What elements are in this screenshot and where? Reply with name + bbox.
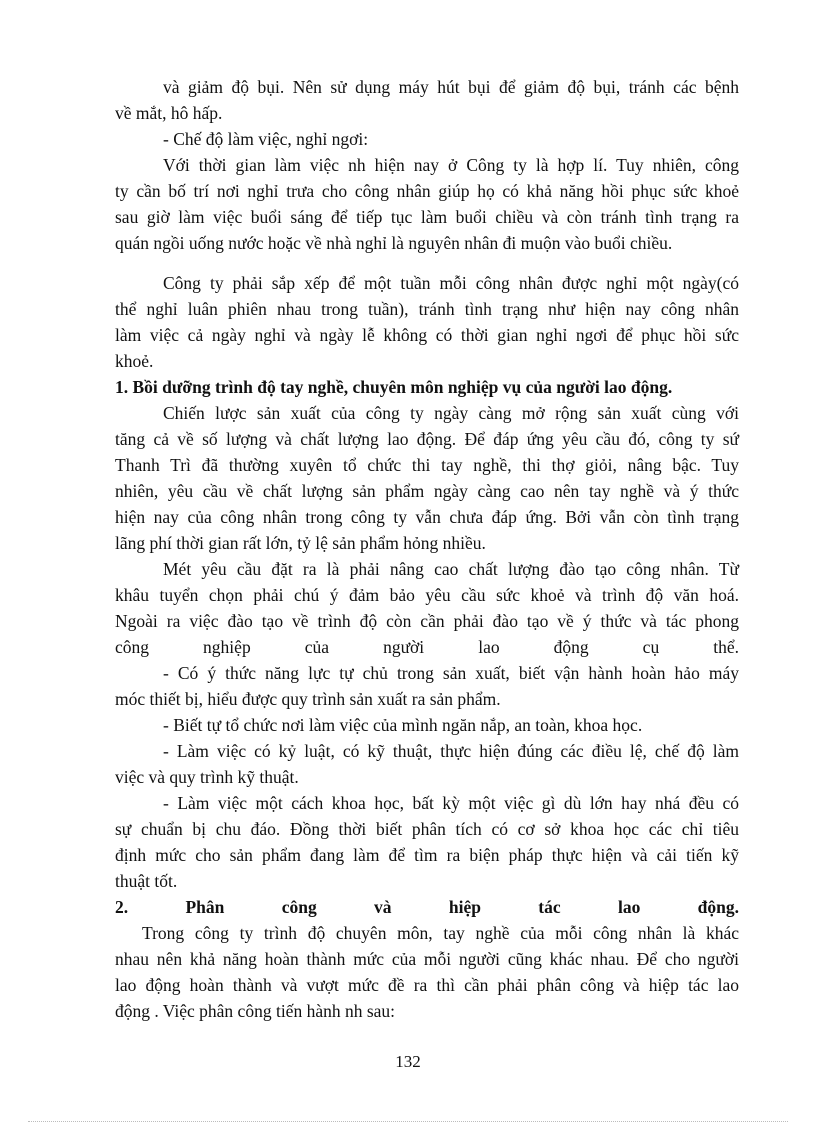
text-line: sự chuẩn bị chu đáo. Đồng thời biết phân tích có cơ sở khoa học các chỉ tiêu	[115, 819, 739, 839]
section-heading: 2. Phân công và hiệp tác lao động.	[115, 897, 739, 917]
text-line: móc thiết bị, hiểu được quy trình sản xuất ra sản phẩm.	[115, 689, 501, 709]
page-bottom-divider	[28, 1121, 788, 1122]
text-line: làm việc cả ngày nghỉ và ngày lễ không có thời gian nghỉ ngơi để phục hồi sức	[115, 325, 739, 345]
text-line: công nghiệp của người lao động cụ thể.	[115, 637, 739, 657]
text-line: hiện nay của công nhân trong công ty vẫn chưa đáp ứng. Bởi vẫn còn tình trạng	[115, 507, 739, 527]
text-line: Ngoài ra việc đào tạo về trình độ còn cần phải đào tạo về ý thức và tác phong	[115, 611, 739, 631]
text-line: về mắt, hô hấp.	[115, 103, 223, 123]
text-line: Công ty phải sắp xếp để một tuần mỗi công nhân được nghỉ một ngày(có	[163, 273, 739, 293]
text-line: định mức cho sản phẩm đang làm để tìm ra biện pháp thực hiện và cải tiến kỹ	[115, 845, 739, 865]
text-line: khâu tuyển chọn phải chú ý đảm bảo yêu cầu sức khoẻ và trình độ văn hoá.	[115, 585, 739, 605]
text-line: lao động hoàn thành và vượt mức đề ra thì cần phải phân công và hiệp tác lao	[115, 975, 739, 995]
text-line: Mét yêu cầu đặt ra là phải nâng cao chất lượng đào tạo công nhân. Từ	[163, 559, 739, 579]
section-heading: 1. Bồi dưỡng trình độ tay nghề, chuyên môn nghiệp vụ của người lao động.	[115, 377, 673, 397]
text-line: Trong công ty trình độ chuyên môn, tay nghề của mỗi công nhân là khác	[142, 923, 739, 943]
text-line: lãng phí thời gian rất lớn, tỷ lệ sản phẩm hỏng nhiều.	[115, 533, 486, 553]
text-line: Thanh Trì đã thường xuyên tổ chức thi tay nghề, thi thợ giỏi, nâng bậc. Tuy	[115, 455, 739, 475]
text-line: - Biết tự tổ chức nơi làm việc của mình ngăn nắp, an toàn, khoa học.	[163, 715, 643, 735]
text-line: nhiên, yêu cầu về chất lượng sản phẩm ngày càng cao nên tay nghề và ý thức	[115, 481, 739, 501]
text-line: - Làm việc có kỷ luật, có kỹ thuật, thực hiện đúng các điều lệ, chế độ làm	[163, 741, 739, 761]
text-line: nhau nên khả năng hoàn thành mức của mỗi người cũng khác nhau. Để cho người	[115, 949, 739, 969]
text-line: - Làm việc một cách khoa học, bất kỳ một việc gì dù lớn hay nhá đều có	[163, 793, 739, 813]
text-line: Chiến lược sản xuất của công ty ngày càng mở rộng sản xuất cùng với	[163, 403, 739, 423]
text-line: - Chế độ làm việc, nghỉ ngơi:	[163, 129, 369, 149]
text-line: và giảm độ bụi. Nên sử dụng máy hút bụi để giảm độ bụi, tránh các bệnh	[163, 77, 739, 97]
text-line: tăng cả về số lượng và chất lượng lao động. Để đáp ứng yêu cầu đó, công ty sứ	[115, 429, 739, 449]
text-line: Với thời gian làm việc nh hiện nay ở Công ty là hợp lí. Tuy nhiên, công	[163, 155, 739, 175]
text-line: khoẻ.	[115, 351, 154, 371]
text-line: quán ngồi uống nước hoặc về nhà nghỉ là nguyên nhân đi muộn vào buổi chiều.	[115, 233, 673, 253]
text-line: động . Việc phân công tiến hành nh sau:	[115, 1001, 396, 1021]
text-line: - Có ý thức năng lực tự chủ trong sản xuất, biết vận hành hoàn hảo máy	[163, 663, 739, 683]
page-number: 132	[395, 1052, 421, 1071]
text-line: việc và quy trình kỹ thuật.	[115, 767, 299, 787]
text-line: thể nghỉ luân phiên nhau trong tuần), tránh tình trạng như hiện nay công nhân	[115, 299, 739, 319]
text-line: sau giờ làm việc buổi sáng để tiếp tục làm buổi chiều và còn tránh tình trạng ra	[115, 207, 739, 227]
text-line: ty cần bố trí nơi nghỉ trưa cho công nhân giúp họ có khả năng hồi phục sức khoẻ	[115, 181, 739, 201]
text-line: thuật tốt.	[115, 871, 178, 891]
